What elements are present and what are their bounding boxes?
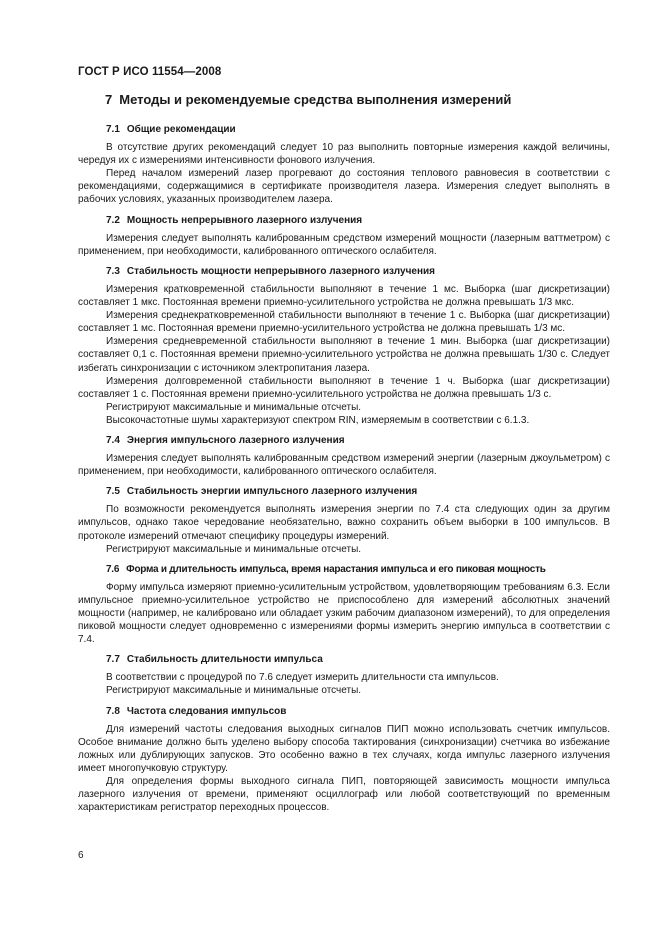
document-header: ГОСТ Р ИСО 11554—2008: [78, 66, 222, 78]
paragraph: Регистрируют максимальные и минимальные отсчеты.: [106, 543, 362, 555]
subsection-7-7: [78, 653, 610, 697]
subsection-heading: 7.1 Общие рекомендации: [106, 124, 236, 135]
page-number: 6: [78, 850, 84, 861]
subsection-heading: 7.8 Частота следования импульсов: [106, 705, 287, 717]
paragraph: В соответствии с процедурой по 7.6 следует измерить длительности ста импульсов.: [106, 672, 499, 684]
paragraph: Измерения среднекратковременной стабильности выполняют в течение 1 с. Выборка (шаг дискретизации) составляет 1 мс. Постоянная времени приемно-усилительного устройства не должна превышать 1/3 мс.: [78, 310, 610, 335]
subsection-7-1: [78, 123, 610, 207]
subsection-7-8: [78, 705, 610, 815]
subsection-7-4: [78, 434, 610, 478]
subsection-heading: 7.5 Стабильность энергии импульсного лазерного излучения: [106, 486, 418, 498]
paragraph: Измерения долговременной стабильности выполняют в течение 1 ч. Выборка (шаг дискретизации) составляет 1 с. Постоянная времени приемно-усилительного устройства не должна превышать 1/3 с.: [78, 375, 610, 400]
subsection-heading: 7.6 Форма и длительность импульса, время нарастания импульса и его пиковая мощность: [106, 563, 546, 575]
subsection-7-6: [78, 563, 610, 647]
paragraph: Измерения кратковременной стабильности выполняют в течение 1 мс. Выборка (шаг дискретизации) составляет 1 мкс. Постоянная времени приемно-усилительного устройства не должна превышать 1/3 мкс.: [78, 283, 610, 309]
paragraph: Измерения средневременной стабильности выполняют в течение 1 мин. Выборка (шаг дискретизации) составляет 0,1 с. Постоянная времени приемно-усилительного устройства не должна превышать 1/30 с. Следует избегать синхронизации с источником электропитания лазера.: [78, 336, 610, 374]
paragraph: Регистрируют максимальные и минимальные отсчеты.: [106, 401, 362, 413]
paragraph: Для определения формы выходного сигнала ПИП, повторяющей зависимость мощности импульса лазерного излучения от времени, применяют осциллограф или любой соответствующий по временным характеристикам регистратор переходных процессов.: [78, 776, 610, 814]
paragraph: Измерения следует выполнять калиброванным средством измерений мощности (лазерным ваттметром) с применением, при необходимости, калиброванного оптического ослабителя.: [78, 232, 610, 257]
section-title: [105, 92, 610, 108]
paragraph: Высокочастотные шумы характеризуют спектром RIN, измеряемым в соответствии с 6.1.3.: [106, 414, 530, 426]
subsection-7-5: [78, 485, 610, 555]
subsection-7-2: [78, 214, 610, 258]
paragraph: Форму импульса измеряют приемно-усилительным устройством, удовлетворяющим требованиям 6.3. Если импульсное приемно-усилительное устройство не приспособлено для измерений абсолютных значений мощности (например, не калибровано или обладает узким рабочим диапазоном измерений), то для определения пиковой мощности следует одновременно с измерениями формы измерить энергию импульса в соответствии с 7.4.: [78, 581, 610, 646]
paragraph: Для измерений частоты следования выходных сигналов ПИП можно использовать счетчик импульсов. Особое внимание должно быть уделено выбору способа тактирования (синхронизации) счетчика во избежание ложных или дублирующих запусков. Это особенно важно в тех случаях, когда импульс лазерного излучения имеет многопучковую структуру.: [78, 723, 610, 774]
subsection-heading: 7.4 Энергия импульсного лазерного излучения: [106, 434, 345, 446]
subsection-heading: 7.7 Стабильность длительности импульса: [106, 654, 323, 666]
paragraph: Перед началом измерений лазер прогревают до состояния теплового равновесия в соответствии с рекомендациями, содержащимися в сертификате производителя лазера. Измерения следует выполнять в рабочих условиях, указанных производителем лазера.: [78, 168, 610, 206]
section-title-text: Методы и рекомендуемые средства выполнения измерений: [119, 92, 512, 107]
subsection-heading: 7.3 Стабильность мощности непрерывного лазерного излучения: [106, 265, 435, 277]
paragraph: По возможности рекомендуется выполнять измерения энергии по 7.4 ста следующих один за другим импульсов, однако такое чередование необязательно, важно сохранить объем выборки в 100 импульсов. В протоколе измерений отмечают специфику процедуры измерений.: [78, 504, 610, 542]
paragraph: Регистрируют максимальные и минимальные отсчеты.: [106, 685, 362, 697]
section-number: 7: [105, 92, 113, 107]
subsection-7-3: [78, 265, 610, 427]
paragraph: В отсутствие других рекомендаций следует 10 раз выполнить повторные измерения каждой величины, чередуя их с измерениями интенсивности фонового излучения.: [78, 142, 610, 167]
paragraph: Измерения следует выполнять калиброванным средством измерений энергии (лазерным джоульметром) с применением, при необходимости, калиброванного оптического ослабителя.: [78, 453, 610, 478]
document-body: [78, 92, 610, 821]
subsection-heading: 7.2 Мощность непрерывного лазерного излучения: [106, 214, 363, 226]
